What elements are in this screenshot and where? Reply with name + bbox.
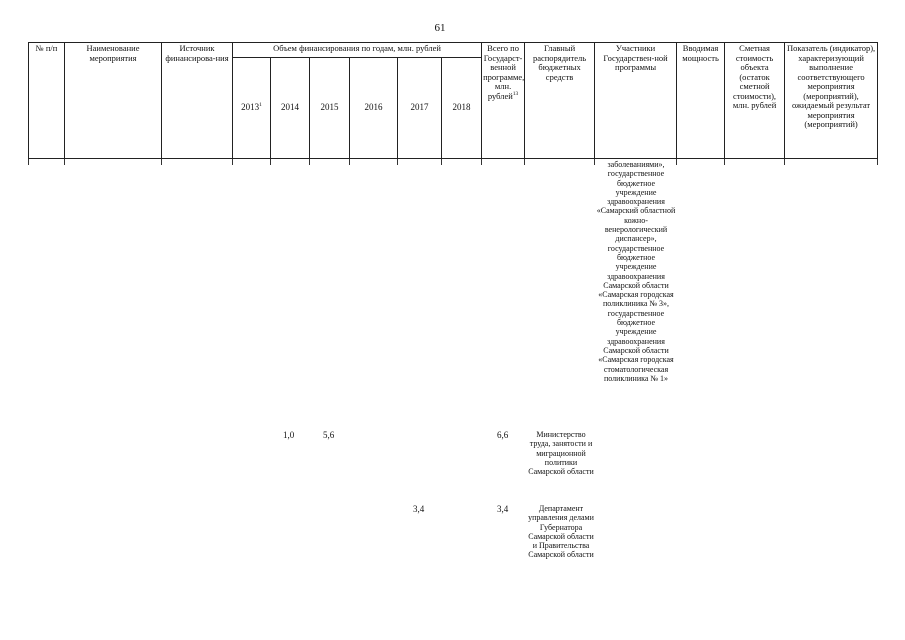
header-main-manager: Главный распорядитель бюджетных средств: [525, 43, 595, 159]
header-year-2018: 2018: [442, 58, 482, 159]
participants-continuation-text: заболеваниями», государственное бюджетное учреждение здравоохранения «Самарский областной кожно-венерологический диспансер», государственное бюджетное учреждение здравоохранения Самарской области «Самарская городская поликлиника № 3», государственное бюджетное учреждение здравоохранения Самарской области «Самарская городская стоматологическая поликлиника № 1»: [596, 160, 676, 383]
row2-2017-value: 3,4: [413, 504, 425, 514]
header-participants: Участники Государствен-ной программы: [595, 43, 677, 159]
header-name: Наименование мероприятия: [65, 43, 162, 159]
year-2013-note: 1: [259, 102, 262, 109]
column-divider: [309, 159, 310, 165]
column-divider: [481, 159, 482, 165]
header-total: [482, 43, 525, 159]
row2-total-value: 3,4: [497, 504, 509, 514]
header-total-note: 13: [512, 90, 519, 97]
column-divider: [161, 159, 162, 165]
row1-2014-value: 1,0: [283, 430, 295, 440]
row2-main-manager: Департамент управления делами Губернатора Самарской области и Правительства Самарской области: [528, 504, 594, 560]
header-estimated-cost: Сметная стоимость объекта (остаток сметной стоимости), млн. рублей: [725, 43, 785, 159]
row1-main-manager: Министерство труда, занятости и миграционной политики Самарской области: [528, 430, 594, 477]
header-total-text: Всего по Государст-венной программе, млн. рублей: [483, 43, 525, 101]
column-divider: [441, 159, 442, 165]
column-divider: [232, 159, 233, 165]
column-divider: [397, 159, 398, 165]
header-capacity: Вводимая мощность: [677, 43, 725, 159]
header-year-2016: 2016: [350, 58, 398, 159]
header-year-2014: 2014: [271, 58, 310, 159]
header-year-2015: 2015: [310, 58, 350, 159]
column-divider: [676, 159, 677, 165]
year-2013-text: 2013: [241, 102, 260, 113]
column-divider: [877, 159, 878, 165]
column-divider: [349, 159, 350, 165]
column-divider: [524, 159, 525, 165]
column-divider: [64, 159, 65, 165]
column-divider: [28, 159, 29, 165]
funding-table-header: [28, 42, 878, 159]
row1-total-value: 6,6: [497, 430, 509, 440]
column-divider: [270, 159, 271, 165]
row1-2015-value: 5,6: [323, 430, 335, 440]
header-num: № п/п: [29, 43, 65, 159]
column-divider: [784, 159, 785, 165]
header-year-2017: 2017: [398, 58, 442, 159]
header-funding-group: Объем финансирования по годам, млн. рублей: [233, 43, 482, 58]
column-divider: [724, 159, 725, 165]
header-indicator: Показатель (индикатор), характеризующий выполнение соответствующего мероприятия (мероприятий), ожидаемый результат мероприятия (мероприятий): [785, 43, 878, 159]
header-year-2013: [233, 58, 271, 159]
header-source: Источник финансирова-ния: [162, 43, 233, 159]
page-number: 61: [434, 22, 446, 34]
column-divider: [594, 159, 595, 165]
